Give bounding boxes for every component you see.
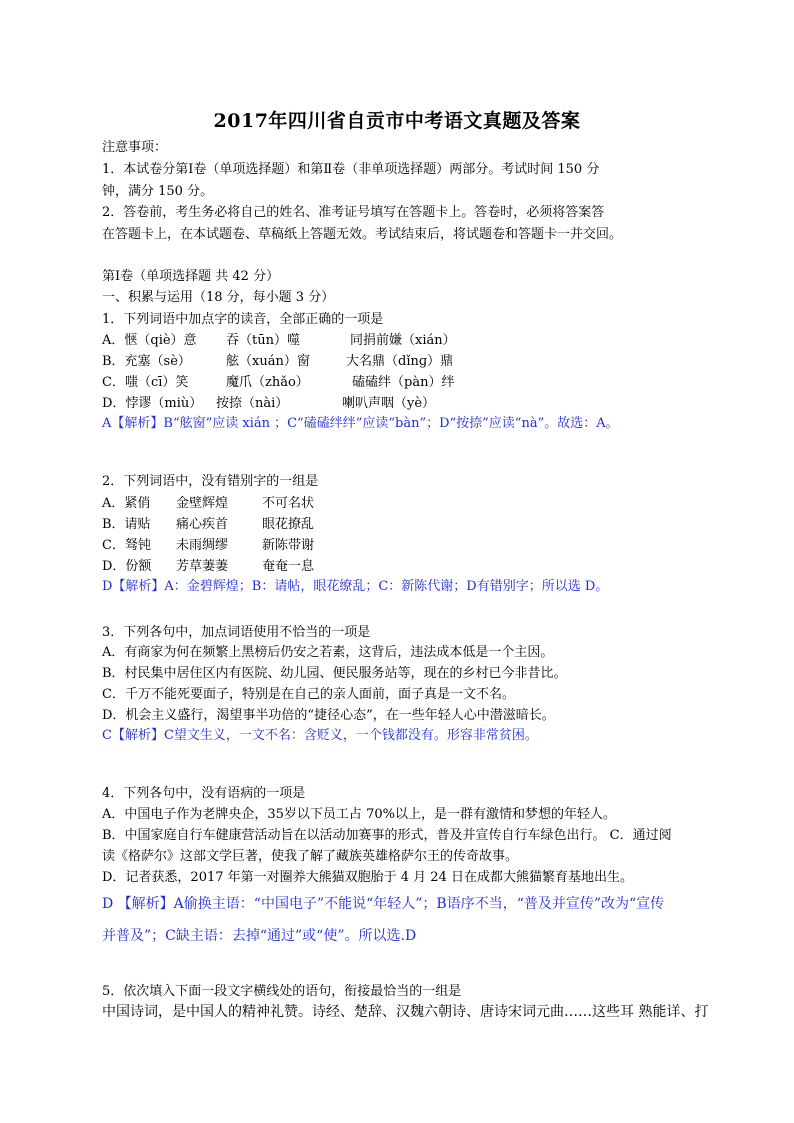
part1-heading: 第Ⅰ卷（单项选择题 共 42 分） (102, 269, 280, 284)
q4-answer-line-2: 并普及”；C缺主语：去掉“通过”或“使”。所以选.D (102, 928, 417, 944)
q4-answer-line-1: D 【解析】A偷换主语：“中国电子”不能说“年轻人”；B语序不当，“普及并宣传”改为“宣传 (102, 896, 665, 912)
q2-option-b (102, 516, 314, 534)
q1-d-2: 按捺（nài） (216, 396, 289, 411)
q1-stem: 1．下列词语中加点字的读音，全部正确的一项是 (102, 312, 384, 327)
notice-line-1: 1．本试卷分第Ⅰ卷（单项选择题）和第Ⅱ卷（非单项选择题）两部分。考试时间 150 分 (102, 162, 600, 177)
q4-option-a: A．中国电子作为老牌央企，35岁以下员工占 70%以上，是一群有激情和梦想的年轻人。 (102, 807, 616, 822)
notice-line-4: 在答题卡上，在本试题卷、草稿纸上答题无效。考试结束后，将试题卷和答题卡一并交回。 (102, 227, 623, 242)
q2-d-3: 奄奄一息 (262, 559, 315, 574)
q1-c-3: 磕磕绊（pàn）绊 (352, 375, 455, 390)
q2-option-c (102, 537, 314, 555)
q2-b-3: 眼花撩乱 (262, 517, 315, 532)
q1-a-1: A．惬（qiè）意 (102, 333, 197, 348)
q1-d-3: 喇叭声咽（yè） (342, 396, 436, 411)
q2-c-3: 新陈带谢 (262, 538, 315, 553)
q2-a-1: A．紧俏 (102, 496, 151, 511)
q4-stem: 4．下列各句中，没有语病的一项是 (102, 786, 306, 801)
q1-b-3: 大名鼎（dǐnɡ）鼎 (346, 354, 454, 369)
q2-a-2: 金壁辉煌 (176, 496, 229, 511)
document-title: 2017年四川省自贡市中考语文真题及答案 (213, 110, 581, 132)
q1-option-d (102, 395, 435, 413)
q1-c-2: 魔爪（zhǎo） (226, 375, 309, 390)
q3-option-c: C．千万不能死要面子，特别是在自己的亲人面前，面子真是一文不名。 (102, 687, 515, 702)
q2-option-d (102, 558, 314, 576)
q3-answer: C【解析】C望文生义，一文不名：含贬义，一个钱都没有。形容非常贫困。 (102, 728, 538, 743)
q1-c-1: C．嗤（cī）笑 (102, 375, 189, 390)
q2-c-2: 未雨绸缪 (176, 538, 229, 553)
q2-option-a (102, 495, 314, 513)
q5-stem: 5．依次填入下面一段文字横线处的语句，衔接最恰当的一组是 (102, 984, 462, 999)
q4-option-b-c-line-1: B．中国家庭自行车健康营活动旨在以活动加赛事的形式，普及并宣传自行车绿色出行。 C．通过阅 (102, 828, 672, 843)
q2-b-1: B．请贴 (102, 517, 151, 532)
q4-option-d: D．记者获悉，2017 年第一对圈养大熊猫双胞胎于 4 月 24 日在成都大熊猫繁育基地出生。 (102, 870, 633, 885)
section-heading: 一、积累与运用（18 分，每小题 3 分） (102, 290, 335, 305)
q3-option-a: A．有商家为何在频繁上黑榜后仍安之若素，这背后，违法成本低是一个主因。 (102, 645, 554, 660)
q1-option-a (102, 332, 456, 350)
notice-line-2: 钟，满分 150 分。 (102, 184, 214, 199)
q5-passage: 中国诗词，是中国人的精神礼赞。诗经、楚辞、汉魏六朝诗、唐诗宋词元曲……这些耳 熟能详、打 (102, 1004, 709, 1020)
q2-c-1: C．驽钝 (102, 538, 151, 553)
q1-b-1: B．充塞（sè） (102, 354, 191, 369)
q3-stem: 3．下列各句中，加点词语使用不恰当的一项是 (102, 625, 371, 640)
q4-option-c-line-2: 读《格萨尔》这部文学巨著，使我了解了藏族英雄格萨尔王的传奇故事。 (102, 849, 519, 864)
q1-a-2: 吞（tūn）噬 (226, 333, 300, 348)
q2-d-2: 芳草萋萋 (176, 559, 229, 574)
q1-option-b (102, 353, 453, 371)
q2-stem: 2．下列词语中，没有错别字的一组是 (102, 474, 319, 489)
q1-a-3: 同捐前嫌（xián） (350, 333, 456, 348)
q2-d-1: D．份额 (102, 559, 152, 574)
q2-answer: D【解析】A：金碧辉煌；B：请帖，眼花缭乱；C：新陈代谢；D有错别字；所以选 D。 (102, 579, 609, 594)
q1-d-1: D．悖谬（miù） (102, 396, 203, 411)
q3-option-b: B．村民集中居住区内有医院、幼儿园、便民服务站等，现在的乡村已今非昔比。 (102, 666, 567, 681)
notice-line-3: 2．答卷前，考生务必将自己的姓名、准考证号填写在答题卡上。答卷时，必须将答案答 (102, 205, 605, 220)
q1-option-c (102, 374, 454, 392)
q3-option-d: D．机会主义盛行，渴望事半功倍的“捷径心态”，在一些年轻人心中潜滋暗长。 (102, 708, 555, 723)
q1-answer: A【解析】B“舷窗”应读 xián ；C“磕磕绊绊”应读“bàn”；D“按捺”应读“nà”。故选：A。 (102, 416, 619, 431)
notice-heading: 注意事项： (102, 140, 168, 155)
q1-b-2: 舷（xuán）窗 (226, 354, 310, 369)
q2-a-3: 不可名状 (262, 496, 315, 511)
q2-b-2: 痛心疾首 (176, 517, 229, 532)
